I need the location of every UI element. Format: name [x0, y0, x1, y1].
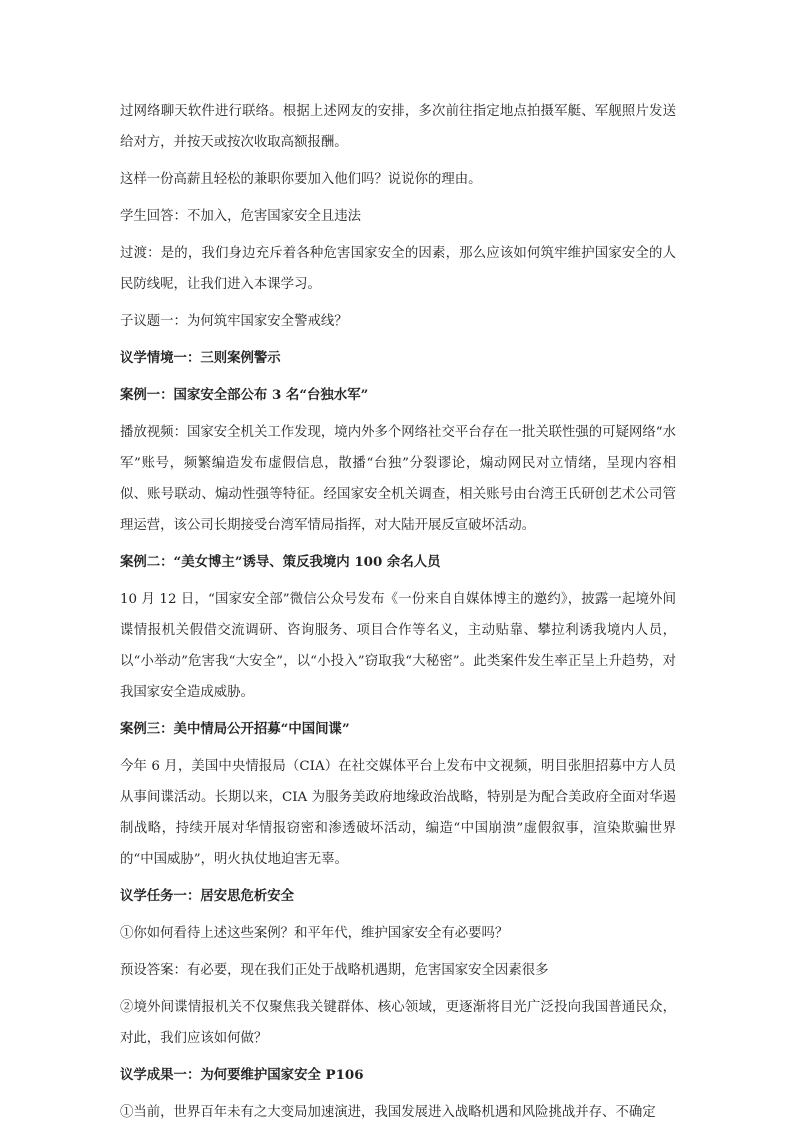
task-question-2: ②境外间谍情报机关不仅聚焦我关键群体、核心领域，更逐渐将目光广泛投向我国普通民众，对此，我们应该如何做？ [120, 1000, 676, 1046]
transition-paragraph: 过渡：是的，我们身边充斥着各种危害国家安全的因素，那么应该如何筑牢维护国家安全的人民防线呢，让我们进入本课学习。 [120, 246, 676, 292]
outcome-paragraph-1: ①当前，世界百年未有之大变局加速演进，我国发展进入战略机遇和风险挑战并存、不确定 [120, 1105, 656, 1120]
question-paragraph: 这样一份高薪且轻松的兼职你要加入他们吗？说说你的理由。 [120, 172, 482, 187]
scenario-heading: 议学情境一：三则案例警示 [120, 350, 281, 366]
case-3-body: 今年 6 月，美国中央情报局（CIA）在社交媒体平台上发布中文视频，明目张胆招募中方人员从事间谍活动。长期以来，CIA 为服务美政府地缘政治战略，特别是为配合美政府全面对华遏制战略，持续开展对华情报窃密和渗透破坏活动，编造“中国崩溃”虚假叙事，渲染欺骗世界的“中国威胁”，明火执仗地迫害无辜。 [120, 759, 676, 867]
document-page [120, 96, 676, 1134]
task-question-1: ①你如何看待上述这些案例？和平年代，维护国家安全有必要吗？ [120, 926, 509, 941]
sub-topic-heading: 子议题一：为何筑牢国家安全警戒线？ [120, 314, 348, 329]
preset-answer: 预设答案：有必要，现在我们正处于战略机遇期，危害国家安全因素很多 [120, 963, 549, 978]
case-2-body: 10 月 12 日，“国家安全部”微信公众号发布《一份来自自媒体博主的邀约》，披露一起境外间谍情报机关假借交流调研、咨询服务、项目合作等名义，主动贴靠、攀拉利诱我境内人员，以“小举动”危害我“大安全”，以“小投入”窃取我“大秘密”。此类案件发生率正呈上升趋势，对我国家安全造成威胁。 [120, 592, 676, 700]
case-2-heading: 案例二：“美女博主”诱导、策反我境内 100 余名人员 [120, 554, 441, 570]
case-1-body: 播放视频：国家安全机关工作发现，境内外多个网络社交平台存在一批关联性强的可疑网络“水军”账号，频繁编造发布虚假信息，散播“台独”分裂谬论，煽动网民对立情绪，呈现内容相似、账号联动、煽动性强等特征。经国家安全机关调查，相关账号由台湾王氏研创艺术公司管理运营，该公司长期接受台湾军情局指挥，对大陆开展反宣破坏活动。 [120, 425, 676, 533]
intro-continuation: 过网络聊天软件进行联络。根据上述网友的安排，多次前往指定地点拍摄军艇、军舰照片发送给对方，并按天或按次收取高额报酬。 [120, 104, 676, 150]
case-1-heading: 案例一：国家安全部公布 3 名“台独水军” [120, 387, 369, 403]
case-3-heading: 案例三：美中情局公开招募“中国间谍” [120, 721, 350, 737]
task-heading: 议学任务一：居安思危析安全 [120, 888, 295, 904]
student-answer: 学生回答：不加入，危害国家安全且违法 [120, 209, 362, 224]
outcome-heading: 议学成果一：为何要维护国家安全 P106 [120, 1067, 364, 1083]
